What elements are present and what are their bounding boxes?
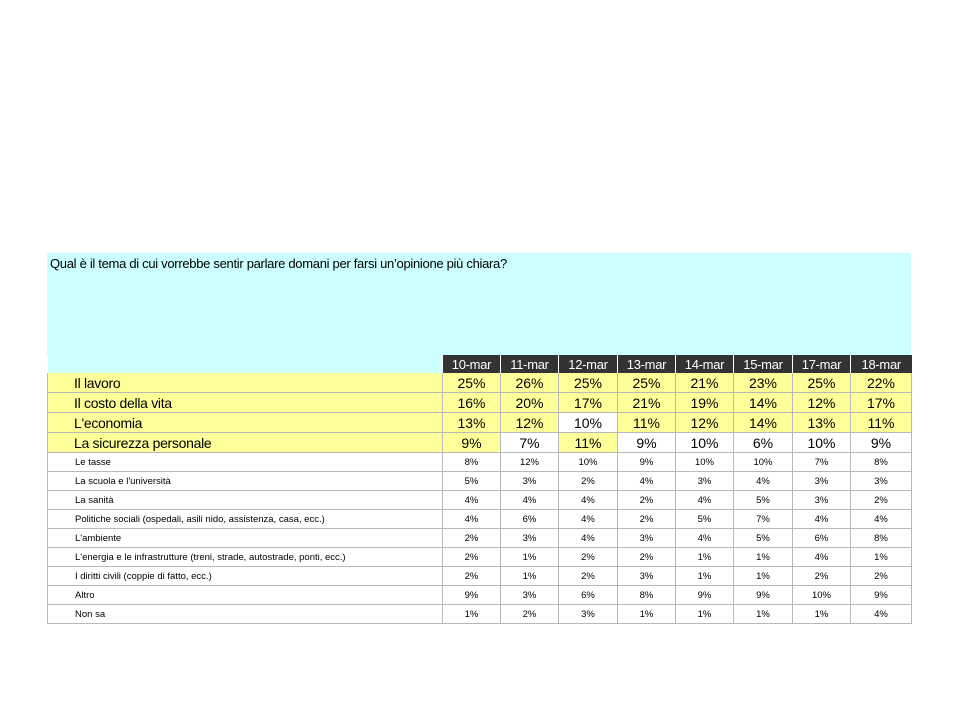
row-label: La scuola e l'università <box>48 472 443 491</box>
value-cell: 5% <box>734 491 793 510</box>
value-cell: 9% <box>851 586 912 605</box>
value-cell: 17% <box>851 393 912 413</box>
value-cell: 3% <box>501 472 559 491</box>
row-label: L'energia e le infrastrutture (treni, strade, autostrade, ponti, ecc.) <box>48 548 443 567</box>
value-cell: 7% <box>793 453 851 472</box>
value-cell: 2% <box>618 491 676 510</box>
value-cell: 12% <box>501 453 559 472</box>
value-cell: 3% <box>676 472 734 491</box>
value-cell: 1% <box>734 567 793 586</box>
value-cell: 11% <box>618 413 676 433</box>
value-cell: 3% <box>618 529 676 548</box>
table-row <box>48 605 912 624</box>
value-cell: 3% <box>851 472 912 491</box>
value-cell: 13% <box>793 413 851 433</box>
value-cell: 9% <box>618 433 676 453</box>
value-cell: 1% <box>793 605 851 624</box>
value-cell: 2% <box>618 510 676 529</box>
value-cell: 10% <box>559 453 618 472</box>
value-cell: 25% <box>443 373 501 393</box>
value-cell: 2% <box>618 548 676 567</box>
date-header-18-mar: 18-mar <box>851 355 912 373</box>
value-cell: 9% <box>443 433 501 453</box>
date-header-10-mar: 10-mar <box>443 355 501 373</box>
value-cell: 2% <box>443 567 501 586</box>
table-row <box>48 413 912 433</box>
value-cell: 12% <box>793 393 851 413</box>
row-label: Le tasse <box>48 453 443 472</box>
value-cell: 3% <box>618 567 676 586</box>
value-cell: 14% <box>734 413 793 433</box>
date-header-17-mar: 17-mar <box>793 355 851 373</box>
value-cell: 4% <box>443 510 501 529</box>
value-cell: 4% <box>676 491 734 510</box>
date-header-row <box>48 355 912 373</box>
row-label: L'ambiente <box>48 529 443 548</box>
table-row <box>48 472 912 491</box>
value-cell: 11% <box>851 413 912 433</box>
value-cell: 1% <box>443 605 501 624</box>
row-label: La sicurezza personale <box>48 433 443 453</box>
value-cell: 2% <box>559 567 618 586</box>
value-cell: 10% <box>793 586 851 605</box>
value-cell: 6% <box>793 529 851 548</box>
value-cell: 4% <box>851 510 912 529</box>
value-cell: 9% <box>443 586 501 605</box>
value-cell: 2% <box>443 529 501 548</box>
value-cell: 9% <box>618 453 676 472</box>
value-cell: 5% <box>443 472 501 491</box>
value-cell: 5% <box>676 510 734 529</box>
value-cell: 1% <box>851 548 912 567</box>
value-cell: 1% <box>676 605 734 624</box>
value-cell: 1% <box>734 548 793 567</box>
value-cell: 5% <box>734 529 793 548</box>
value-cell: 3% <box>501 529 559 548</box>
value-cell: 2% <box>793 567 851 586</box>
value-cell: 1% <box>501 548 559 567</box>
row-label: Non sa <box>48 605 443 624</box>
table-row <box>48 567 912 586</box>
row-label: Il lavoro <box>48 373 443 393</box>
value-cell: 4% <box>443 491 501 510</box>
value-cell: 13% <box>443 413 501 433</box>
value-cell: 3% <box>501 586 559 605</box>
table-row <box>48 453 912 472</box>
date-header-11-mar: 11-mar <box>501 355 559 373</box>
value-cell: 6% <box>501 510 559 529</box>
value-cell: 25% <box>618 373 676 393</box>
value-cell: 2% <box>501 605 559 624</box>
table-row <box>48 491 912 510</box>
value-cell: 23% <box>734 373 793 393</box>
value-cell: 12% <box>676 413 734 433</box>
value-cell: 1% <box>501 567 559 586</box>
value-cell: 2% <box>559 548 618 567</box>
question-text: Qual è il tema di cui vorrebbe sentir parlare domani per farsi un’opinione più chiara? <box>50 256 507 271</box>
value-cell: 14% <box>734 393 793 413</box>
value-cell: 20% <box>501 393 559 413</box>
value-cell: 8% <box>618 586 676 605</box>
row-label: L'economia <box>48 413 443 433</box>
value-cell: 6% <box>559 586 618 605</box>
value-cell: 3% <box>793 472 851 491</box>
table-row <box>48 529 912 548</box>
row-label: Politiche sociali (ospedali, asili nido, assistenza, casa, ecc.) <box>48 510 443 529</box>
value-cell: 10% <box>559 413 618 433</box>
results-table <box>47 355 912 624</box>
value-cell: 4% <box>501 491 559 510</box>
value-cell: 4% <box>734 472 793 491</box>
date-header-15-mar: 15-mar <box>734 355 793 373</box>
value-cell: 4% <box>851 605 912 624</box>
value-cell: 21% <box>618 393 676 413</box>
value-cell: 9% <box>851 433 912 453</box>
value-cell: 1% <box>618 605 676 624</box>
value-cell: 6% <box>734 433 793 453</box>
value-cell: 7% <box>501 433 559 453</box>
value-cell: 2% <box>559 472 618 491</box>
row-label: Il costo della vita <box>48 393 443 413</box>
value-cell: 9% <box>734 586 793 605</box>
value-cell: 10% <box>793 433 851 453</box>
date-header-14-mar: 14-mar <box>676 355 734 373</box>
table-row <box>48 586 912 605</box>
table-row <box>48 373 912 393</box>
value-cell: 4% <box>559 510 618 529</box>
header-blank-cell <box>48 355 443 373</box>
value-cell: 1% <box>676 548 734 567</box>
value-cell: 1% <box>734 605 793 624</box>
value-cell: 9% <box>676 586 734 605</box>
value-cell: 3% <box>559 605 618 624</box>
survey-table-container <box>47 253 911 624</box>
value-cell: 4% <box>793 510 851 529</box>
value-cell: 17% <box>559 393 618 413</box>
date-header-13-mar: 13-mar <box>618 355 676 373</box>
value-cell: 2% <box>851 567 912 586</box>
value-cell: 8% <box>851 453 912 472</box>
value-cell: 19% <box>676 393 734 413</box>
table-row <box>48 510 912 529</box>
value-cell: 4% <box>618 472 676 491</box>
table-row <box>48 393 912 413</box>
table-body <box>48 373 912 624</box>
value-cell: 25% <box>559 373 618 393</box>
value-cell: 3% <box>793 491 851 510</box>
value-cell: 10% <box>676 433 734 453</box>
table-row <box>48 433 912 453</box>
value-cell: 2% <box>851 491 912 510</box>
value-cell: 25% <box>793 373 851 393</box>
row-label: La sanità <box>48 491 443 510</box>
value-cell: 8% <box>443 453 501 472</box>
row-label: Altro <box>48 586 443 605</box>
table-row <box>48 548 912 567</box>
value-cell: 4% <box>793 548 851 567</box>
value-cell: 4% <box>559 491 618 510</box>
value-cell: 4% <box>559 529 618 548</box>
row-label: I diritti civili (coppie di fatto, ecc.) <box>48 567 443 586</box>
value-cell: 11% <box>559 433 618 453</box>
value-cell: 10% <box>734 453 793 472</box>
question-box <box>47 253 911 355</box>
value-cell: 21% <box>676 373 734 393</box>
value-cell: 2% <box>443 548 501 567</box>
date-header-12-mar: 12-mar <box>559 355 618 373</box>
value-cell: 22% <box>851 373 912 393</box>
value-cell: 1% <box>676 567 734 586</box>
value-cell: 4% <box>676 529 734 548</box>
value-cell: 7% <box>734 510 793 529</box>
value-cell: 8% <box>851 529 912 548</box>
value-cell: 10% <box>676 453 734 472</box>
value-cell: 12% <box>501 413 559 433</box>
value-cell: 16% <box>443 393 501 413</box>
value-cell: 26% <box>501 373 559 393</box>
